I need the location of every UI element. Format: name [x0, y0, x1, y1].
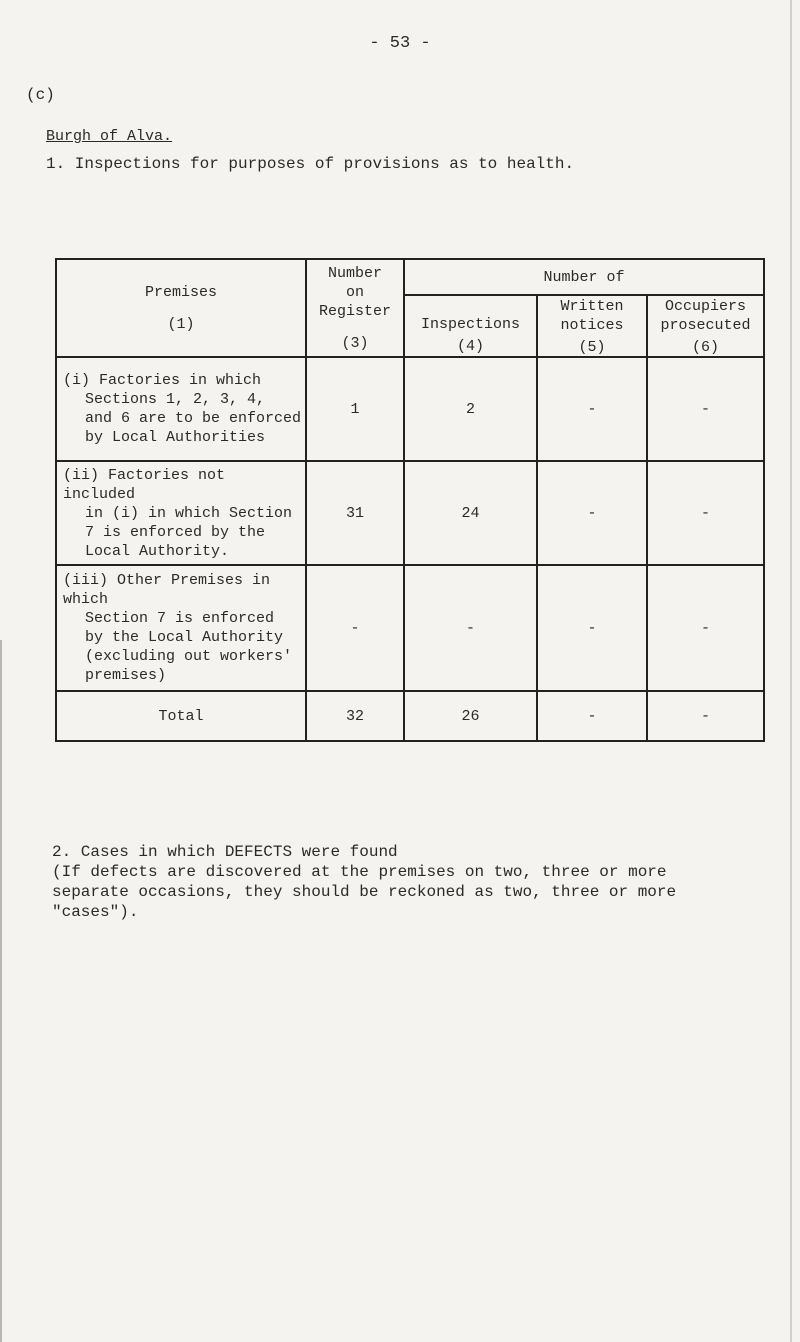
heading-inspections: 1. Inspections for purposes of provisions as to health.: [46, 155, 575, 173]
row-label-line: 7 is enforced by the: [85, 523, 266, 541]
header-occupiers-line1: Occupiers: [664, 297, 746, 315]
total-register: 32: [306, 691, 404, 741]
row-premises-label: [56, 565, 306, 691]
header-premises-label: Premises: [144, 284, 217, 301]
row-inspections: 2: [404, 357, 537, 461]
row-notices: -: [537, 565, 647, 691]
row-premises-label: [56, 357, 306, 461]
row-prosecuted: -: [647, 461, 764, 565]
row-label-line: Sections 1, 2, 3, 4,: [85, 391, 266, 408]
defects-line: separate occasions, they should be reckoned as two, three or more: [52, 883, 677, 901]
header-occupiers-prosecuted: [647, 295, 764, 357]
total-prosecuted: -: [647, 691, 764, 741]
table-row: [56, 461, 764, 565]
row-label-line: and 6 are to be enforced: [85, 410, 302, 427]
scan-edge-right: [790, 0, 792, 1342]
header-inspections-number: (4): [456, 338, 484, 355]
row-label-line: (i) Factories in which: [63, 372, 262, 389]
total-label: Total: [56, 691, 306, 741]
row-premises-label: [56, 461, 306, 565]
header-inspections: [404, 295, 537, 357]
row-register: 31: [306, 461, 404, 565]
row-label-line: in (i) in which Section: [85, 504, 293, 522]
header-written-line1: Written: [560, 297, 624, 315]
header-register-number: (3): [341, 335, 369, 352]
header-register-line3: Register: [318, 303, 391, 320]
row-label-line: (ii) Factories not included: [63, 466, 226, 503]
row-label-line: by Local Authorities: [85, 429, 266, 446]
total-notices: -: [537, 691, 647, 741]
row-label-line: (iii) Other Premises in which: [63, 572, 271, 608]
row-prosecuted: -: [647, 565, 764, 691]
header-written-line2: notices: [560, 316, 624, 334]
table-row: [56, 565, 764, 691]
row-label-line: Section 7 is enforced: [85, 610, 275, 627]
row-notices: -: [537, 461, 647, 565]
page-number: - 53 -: [369, 34, 431, 53]
header-inspections-label: Inspections: [420, 316, 521, 333]
header-register-line2: on: [345, 284, 364, 301]
row-label-line: Local Authority.: [85, 542, 230, 560]
header-register: [306, 259, 404, 357]
row-label-line: (excluding out workers': [85, 648, 293, 665]
row-inspections: -: [404, 565, 537, 691]
row-prosecuted: -: [647, 357, 764, 461]
defects-line: "cases").: [52, 903, 139, 921]
header-premises-number: (1): [167, 316, 195, 333]
row-inspections: 24: [404, 461, 537, 565]
row-notices: -: [537, 357, 647, 461]
defects-line: 2. Cases in which DEFECTS were found: [52, 843, 398, 861]
burgh-title: Burgh of Alva.: [46, 128, 173, 145]
scan-edge-left: [0, 640, 2, 1342]
row-register: 1: [306, 357, 404, 461]
table-total-row: [56, 691, 764, 741]
header-number-of: Number of: [404, 259, 764, 295]
total-inspections: 26: [404, 691, 537, 741]
defects-line: (If defects are discovered at the premises on two, three or more: [52, 863, 667, 881]
header-register-line1: Number: [327, 265, 382, 282]
header-written-number: (5): [578, 338, 606, 356]
header-occupiers-line2: prosecuted: [660, 316, 751, 334]
row-label-line: premises): [85, 667, 167, 684]
header-written-notices: [537, 295, 647, 357]
heading-defects: [52, 842, 772, 922]
row-register: -: [306, 565, 404, 691]
header-premises: [56, 259, 306, 357]
inspections-table: [55, 258, 765, 742]
section-label: (c): [26, 86, 55, 104]
header-occupiers-number: (6): [691, 338, 719, 356]
inspections-table-wrapper: [55, 258, 763, 742]
row-label-line: by the Local Authority: [85, 629, 284, 646]
table-row: [56, 357, 764, 461]
